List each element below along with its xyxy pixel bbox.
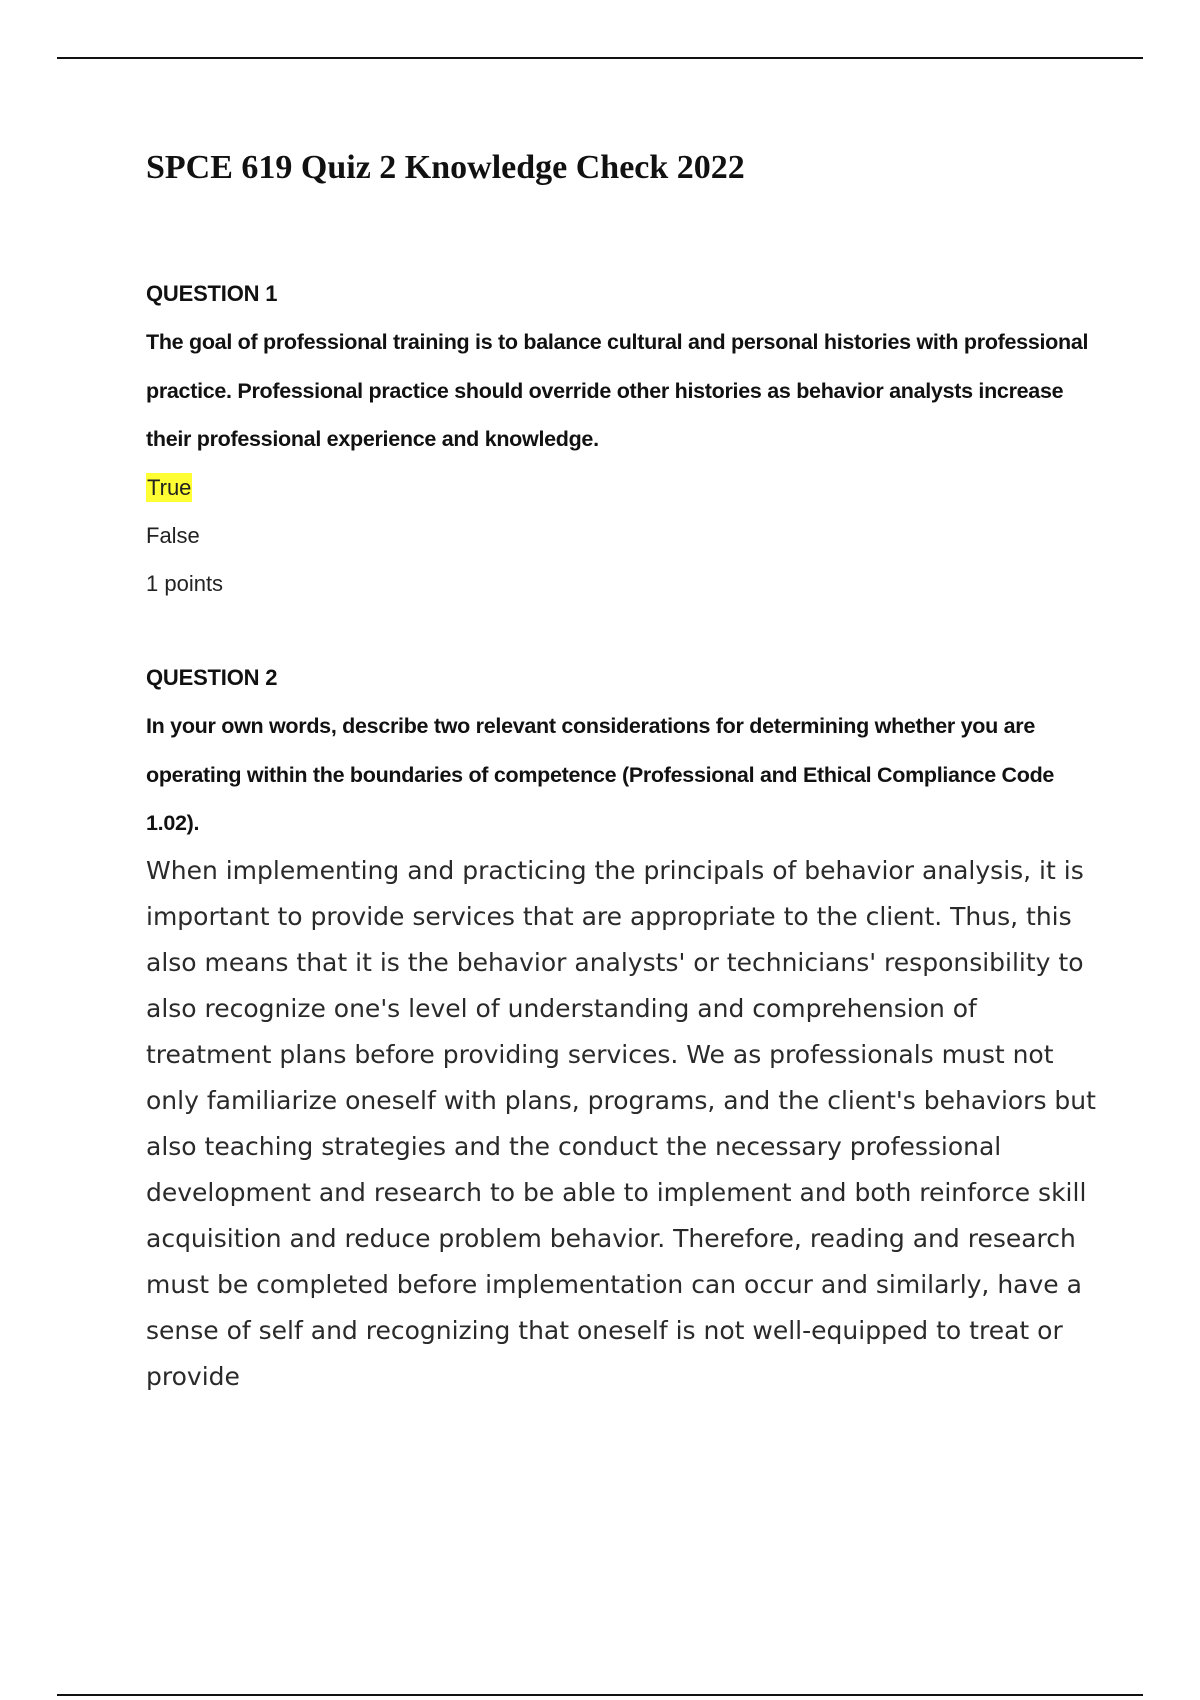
bottom-rule xyxy=(57,1694,1143,1696)
selected-answer-highlight: True xyxy=(147,474,192,500)
question-1-heading: QUESTION 1 xyxy=(146,281,278,306)
question-1 xyxy=(146,270,1106,608)
question-2-prompt: In your own words, describe two relevant considerations for determining whether you are operating within the boundaries of competence (Professional and Ethical Compliance Code 1.02). xyxy=(146,714,1055,835)
question-1-points: 1 points xyxy=(146,570,224,596)
document-page xyxy=(146,138,1106,1391)
top-rule xyxy=(57,57,1143,59)
question-2 xyxy=(146,654,1106,1400)
question-1-prompt: The goal of professional training is to balance cultural and personal histories with professional practice. Professional practice should override other histories as behavior analysts increase their professional experience and knowledge. xyxy=(146,330,1089,451)
option-false: False xyxy=(146,522,200,548)
question-2-heading: QUESTION 2 xyxy=(146,665,278,690)
option-true xyxy=(146,464,1106,512)
question-2-answer: When implementing and practicing the principals of behavior analysis, it is important to provide services that are appropriate to the client. Thus, this also means that it is the behavior analysts' or technicians' responsibility to also recognize one's level of understanding and comprehension of treatment plans before providing services. We as professionals must not only familiarize oneself with plans, programs, and the client's behaviors but also teaching strategies and the conduct the necessary professional development and research to be able to implement and both reinforce skill acquisition and reduce problem behavior. Therefore, reading and research must be completed before implementation can occur and similarly, have a sense of self and recognizing that oneself is not well-equipped to treat or provide xyxy=(146,855,1096,1391)
document-title: SPCE 619 Quiz 2 Knowledge Check 2022 xyxy=(146,149,745,186)
